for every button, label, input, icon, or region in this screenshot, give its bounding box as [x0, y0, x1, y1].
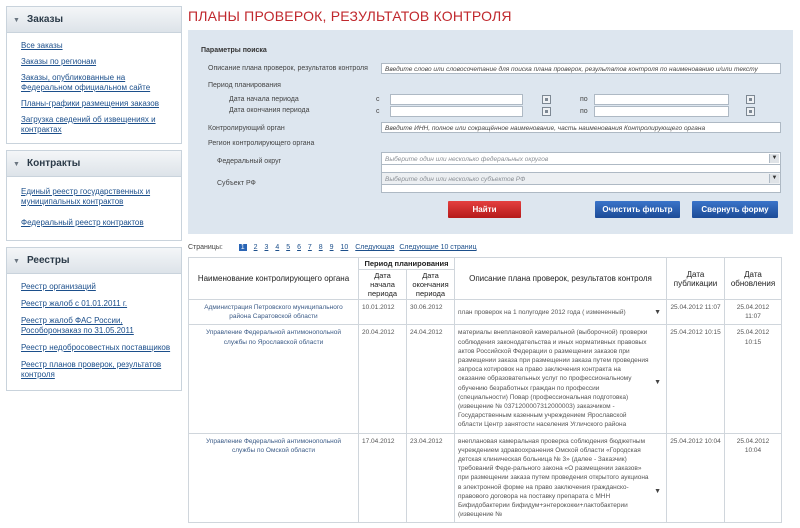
description-label: Описание плана проверок, результатов контроля: [208, 65, 368, 72]
sidebar-section-contracts: [6, 150, 182, 241]
sidebar-link-federal-site-orders[interactable]: Заказы, опубликованные на Федеральном официальном сайте: [21, 73, 151, 92]
subject-select[interactable]: Выберите один или несколько субъектов РФ ▼: [381, 172, 781, 185]
dropdown-arrow-icon[interactable]: ▼: [769, 174, 779, 183]
calendar-icon[interactable]: [746, 107, 755, 116]
sidebar-link-schedule-plans[interactable]: Планы-графики размещения заказов: [21, 99, 159, 108]
calendar-icon[interactable]: [542, 107, 551, 116]
table-row[interactable]: [189, 325, 782, 433]
sidebar-link-unified-contracts-registry[interactable]: Единый реестр государственных и муниципальных контрактов: [21, 187, 151, 206]
next-page-link[interactable]: Следующая: [355, 244, 395, 251]
sidebar-link-orders-by-region[interactable]: Заказы по регионам: [21, 57, 97, 66]
next-10-pages-link[interactable]: Следующие 10 страниц: [399, 244, 477, 251]
subject-label: Субъект РФ: [217, 180, 256, 187]
org-link[interactable]: Администрация Петровского муниципального района Саратовской области: [204, 304, 343, 321]
to-label: по: [580, 108, 588, 115]
column-header-updated: Дата обновления: [725, 258, 782, 300]
end-date-from-input[interactable]: [390, 106, 523, 117]
collapse-triangle-icon[interactable]: ▼: [13, 17, 20, 24]
description-cell[interactable]: план проверок на 1 полугодие 2012 года ( измененный): [458, 309, 626, 316]
end-date-cell: 24.04.2012: [407, 325, 455, 433]
start-date-cell: 20.04.2012: [359, 325, 407, 433]
sidebar-link-fas-complaints[interactable]: Реестр жалоб ФАС России, Рособоронзаказ по 31.05.2011: [21, 316, 134, 335]
subject-list: [381, 185, 781, 193]
start-date-label: Дата начала периода: [229, 96, 299, 103]
period-label: Период планирования: [208, 82, 281, 89]
sidebar: [6, 6, 182, 397]
description-cell[interactable]: внеплановая камеральная проверка соблюдения бюджетным учреждением здравоохранения Омской области «Городская детская клиническая больница № 3» (далее - Заказчик) требований Феде-рального закона «О размещении заказов» при размещении заказа путем проведения открытого аукциона в электронной форме на право заключения гражданско-правового договора на поставку препарата с МНН Бифидобактерии бифидум+энтерококки+лактобактерии (извещение №: [458, 437, 649, 519]
updated-cell: 25.04.2012 11:07: [725, 300, 782, 325]
page-link[interactable]: 10: [340, 244, 349, 251]
dropdown-arrow-icon[interactable]: ▼: [769, 154, 779, 163]
table-row[interactable]: [189, 433, 782, 523]
region-label: Регион контролирующего органа: [208, 140, 315, 147]
results-table: [188, 257, 782, 523]
pagination-label: Страницы:: [188, 244, 223, 251]
sidebar-link-unfair-suppliers[interactable]: Реестр недобросовестных поставщиков: [21, 343, 171, 352]
page-link[interactable]: 9: [329, 244, 334, 251]
updated-cell: 25.04.2012 10:04: [725, 433, 782, 523]
column-header-org: Наименование контролирующего органа: [189, 258, 359, 300]
table-row[interactable]: [189, 300, 782, 325]
page-link[interactable]: 2: [253, 244, 258, 251]
calendar-icon[interactable]: [542, 95, 551, 104]
page-link[interactable]: 5: [286, 244, 291, 251]
expand-arrow-icon[interactable]: ▼: [654, 379, 661, 387]
sidebar-link-upload-notices[interactable]: Загрузка сведений об извещениях и контрактах: [21, 115, 156, 134]
start-date-from-input[interactable]: [390, 94, 523, 105]
published-cell: 25.04.2012 10:04: [667, 433, 725, 523]
sidebar-link-complaints-2011[interactable]: Реестр жалоб с 01.01.2011 г.: [21, 299, 128, 308]
end-date-to-input[interactable]: [594, 106, 729, 117]
description-input[interactable]: Введите слово или словосочетание для поиска плана проверок, результатов контроля по наименованию и/или тексту: [381, 63, 781, 74]
end-date-cell: 30.06.2012: [407, 300, 455, 325]
collapse-triangle-icon[interactable]: ▼: [13, 161, 20, 168]
from-label: с: [376, 96, 380, 103]
start-date-cell: 10.01.2012: [359, 300, 407, 325]
pagination: [188, 244, 482, 251]
column-header-published: Дата публикации: [667, 258, 725, 300]
page-link[interactable]: 8: [318, 244, 323, 251]
page-title: ПЛАНЫ ПРОВЕРОК, РЕЗУЛЬТАТОВ КОНТРОЛЯ: [188, 8, 512, 24]
collapse-triangle-icon[interactable]: ▼: [13, 258, 20, 265]
sidebar-section-header[interactable]: ▼ Реестры: [7, 248, 181, 274]
sidebar-link-organizations-registry[interactable]: Реестр организаций: [21, 282, 96, 291]
sidebar-section-header[interactable]: ▼ Контракты: [7, 151, 181, 177]
sidebar-section-header[interactable]: ▼ Заказы: [7, 7, 181, 33]
column-header-period: Период планирования: [359, 258, 455, 270]
sidebar-section-registries: [6, 247, 182, 391]
page-link[interactable]: 7: [307, 244, 312, 251]
find-button[interactable]: Найти: [448, 201, 521, 218]
updated-cell: 25.04.2012 10:15: [725, 325, 782, 433]
page-link[interactable]: 4: [275, 244, 280, 251]
expand-arrow-icon[interactable]: ▼: [654, 309, 661, 316]
from-label: с: [376, 108, 380, 115]
collapse-form-button[interactable]: Свернуть форму: [692, 201, 778, 218]
org-link[interactable]: Управление Федеральной антимонопольной службы по Ярославской области: [206, 329, 341, 346]
clear-filter-button[interactable]: Очистить фильтр: [595, 201, 680, 218]
end-date-label: Дата окончания периода: [229, 107, 310, 114]
federal-district-label: Федеральный округ: [217, 158, 282, 165]
sidebar-section-orders: [6, 6, 182, 144]
start-date-cell: 17.04.2012: [359, 433, 407, 523]
page-link[interactable]: 6: [297, 244, 301, 251]
description-cell[interactable]: материалы внеплановой камеральной (выборочной) проверки соблюдения законодательства и иных нормативных правовых актов Российской Федерации о размещении заказов при размещении заказа при размещении заказа путем проведения запроса котировок на право заключения контракта на оказание образовательных услуг по профессиональному обучению безработных граждан по профессии (специальности) Повар (профессиональная подготовка) (извещение № 0371200007312000003) заказчиком - Государственным казенным учреждением Ярославской области Центр занятости населения Угличского района: [458, 329, 649, 429]
controlling-body-input[interactable]: Введите ИНН, полное или сокращённое наименование, часть наименования Контролирующего органа: [381, 122, 781, 133]
sidebar-link-inspection-plans[interactable]: Реестр планов проверок, результатов контроля: [21, 360, 162, 379]
page-link[interactable]: 3: [264, 244, 269, 251]
start-date-to-input[interactable]: [594, 94, 729, 105]
calendar-icon[interactable]: [746, 95, 755, 104]
org-link[interactable]: Управление Федеральной антимонопольной службы по Омской области: [206, 437, 341, 454]
expand-arrow-icon[interactable]: ▼: [654, 487, 661, 495]
column-header-description: Описание плана проверок, результатов контроля: [455, 258, 667, 300]
column-header-start: Дата начала периода: [359, 270, 407, 300]
page-link-current[interactable]: 1: [240, 244, 245, 251]
to-label: по: [580, 96, 588, 103]
search-params-label: Параметры поиска: [201, 47, 267, 54]
federal-district-select[interactable]: Выберите один или несколько федеральных округов ▼: [381, 152, 781, 165]
sidebar-link-all-orders[interactable]: Все заказы: [21, 41, 63, 50]
sidebar-link-federal-contracts-registry[interactable]: Федеральный реестр контрактов: [21, 218, 144, 227]
controlling-body-label: Контролирующий орган: [208, 125, 285, 132]
end-date-cell: 23.04.2012: [407, 433, 455, 523]
search-panel: [188, 30, 793, 234]
column-header-end: Дата окончания периода: [407, 270, 455, 300]
published-cell: 25.04.2012 11:07: [667, 300, 725, 325]
published-cell: 25.04.2012 10:15: [667, 325, 725, 433]
